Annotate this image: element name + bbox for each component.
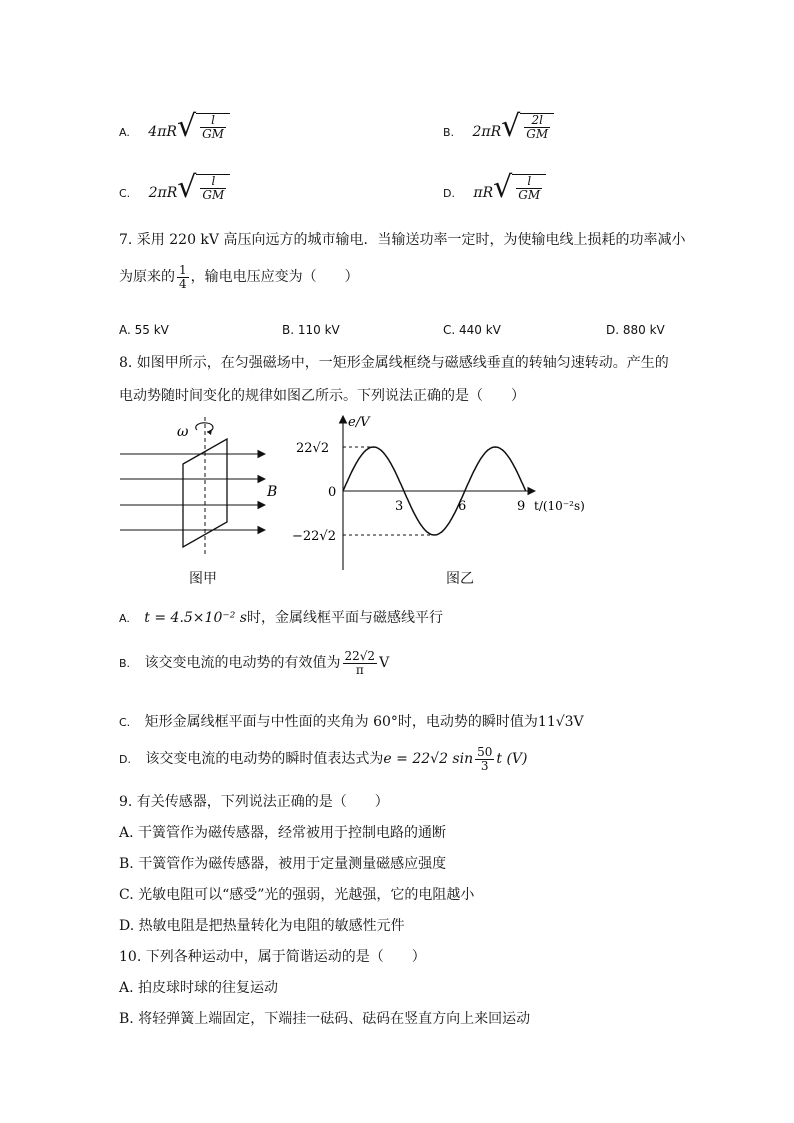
fraction-numerator: 2l — [524, 114, 550, 128]
fraction-denominator: π — [355, 662, 364, 677]
option-label: C. — [119, 716, 131, 729]
q8-option-a — [119, 607, 443, 627]
option-b-text: 该交变电流的电动势的有效值为 — [144, 655, 341, 672]
q9-option-a: A. 干簧管作为磁传感器，经常被用于控制电路的通断 — [119, 825, 447, 841]
figure-b-graph — [290, 412, 590, 572]
q7-text-pre: 为原来的 — [119, 269, 175, 286]
q8-option-d — [119, 746, 528, 772]
fraction-numerator: 1 — [179, 263, 187, 277]
q7-fraction — [177, 264, 189, 290]
fraction-denominator: 3 — [480, 758, 489, 773]
ytick-bottom: −22√2 — [292, 529, 336, 544]
radical: √ $\frac{2l}{GM}$ — [501, 112, 554, 142]
q8-option-b — [119, 650, 389, 676]
q7-option-a: A. 55 kV — [119, 323, 169, 337]
xtick-9: 9 — [517, 499, 526, 514]
q9-option-c: C. 光敏电阻可以“感受”光的强弱，光越强，它的电阻越小 — [119, 887, 475, 903]
y-axis-label: e/V — [348, 415, 370, 430]
formula-coefficient: 2πR — [148, 185, 178, 201]
fraction-numerator: l — [200, 175, 226, 189]
option-label: C. — [119, 187, 131, 200]
fraction-numerator: l — [200, 114, 226, 128]
option-label: A. — [119, 612, 130, 625]
q6-option-d — [443, 170, 546, 205]
figure-a-diagram — [115, 412, 290, 562]
option-d-formula-pre: e = 22√2 sin — [383, 751, 474, 768]
q6-option-a — [119, 109, 230, 144]
option-b-unit: V — [379, 655, 390, 672]
xtick-3: 3 — [395, 499, 404, 514]
q7-option-d: D. 880 kV — [606, 323, 665, 337]
q6-option-c — [119, 170, 230, 205]
formula-coefficient: 2πR — [472, 124, 502, 140]
option-label: B. — [119, 657, 131, 671]
formula-coefficient: πR — [473, 185, 494, 201]
option-label: A. — [119, 126, 130, 139]
q8-stem-line2: 电动势随时间变化的规律如图乙所示。下列说法正确的是（ ） — [119, 388, 525, 404]
q8-option-c — [119, 711, 584, 731]
option-d-text: 该交变电流的电动势的瞬时值表达式为 — [145, 751, 384, 768]
q7-text-post: ，输电电压应变为（ ） — [190, 269, 359, 286]
x-axis-label: t/(10⁻²s) — [534, 499, 585, 513]
option-d-formula-post: t (V) — [496, 751, 528, 768]
option-c-value: 11√3V — [537, 714, 584, 730]
fraction-numerator: l — [516, 175, 542, 189]
option-label: B. — [443, 126, 455, 139]
q9-option-d: D. 热敏电阻是把热量转化为电阻的敏感性元件 — [119, 918, 405, 934]
q9-stem: 9. 有关传感器，下列说法正确的是（ ） — [119, 794, 389, 810]
ytick-zero: 0 — [328, 485, 337, 500]
radical: √ $\frac{l}{GM}$ — [177, 112, 230, 142]
fraction-numerator: 22√2 — [344, 649, 376, 663]
q7-stem-line2 — [119, 264, 359, 290]
fraction-denominator: GM — [526, 127, 549, 141]
formula-coefficient: 4πR — [148, 124, 177, 140]
fraction-numerator: 50 — [477, 745, 493, 759]
fraction-denominator: GM — [518, 188, 541, 202]
option-c-text: 矩形金属线框平面与中性面的夹角为 60°时，电动势的瞬时值为 — [144, 714, 538, 730]
option-b-fraction — [343, 650, 378, 676]
option-d-fraction — [475, 746, 494, 772]
option-label: D. — [119, 753, 131, 767]
radical: √ $\frac{l}{GM}$ — [177, 173, 230, 203]
fraction-denominator: GM — [202, 188, 225, 202]
q10-option-b: B. 将轻弹簧上端固定，下端挂一砝码、砝码在竖直方向上来回运动 — [119, 1011, 531, 1027]
ytick-top: 22√2 — [296, 441, 330, 456]
q7-option-c: C. 440 kV — [443, 323, 501, 337]
q8-stem-line1: 8. 如图甲所示，在匀强磁场中，一矩形金属线框绕与磁感线垂直的转轴匀速转动。产生的 — [119, 355, 669, 371]
q7-option-b: B. 110 kV — [282, 323, 340, 337]
option-a-formula: t = 4.5×10⁻² s — [144, 610, 247, 626]
omega-label: ω — [177, 424, 189, 440]
option-label: D. — [443, 187, 455, 200]
fraction-denominator: GM — [202, 127, 224, 141]
xtick-6: 6 — [458, 499, 467, 514]
radical: √ $\frac{l}{GM}$ — [493, 173, 546, 203]
q10-stem: 10. 下列各种运动中，属于简谐运动的是（ ） — [119, 949, 426, 965]
q10-option-a: A. 拍皮球时球的往复运动 — [119, 980, 279, 996]
option-a-text: 时，金属线框平面与磁感线平行 — [246, 610, 443, 626]
q7-stem-line1: 7. 采用 220 kV 高压向远方的城市输电．当输送功率一定时，为使输电线上损耗的功率减小 — [119, 232, 686, 248]
figure-b-caption: 图乙 — [446, 571, 474, 587]
q9-option-b: B. 干簧管作为磁传感器，被用于定量测量磁感应强度 — [119, 856, 447, 872]
q6-option-b — [443, 109, 554, 144]
b-field-label: B — [267, 484, 278, 500]
figure-a-caption: 图甲 — [189, 571, 217, 587]
fraction-denominator: 4 — [179, 276, 187, 291]
